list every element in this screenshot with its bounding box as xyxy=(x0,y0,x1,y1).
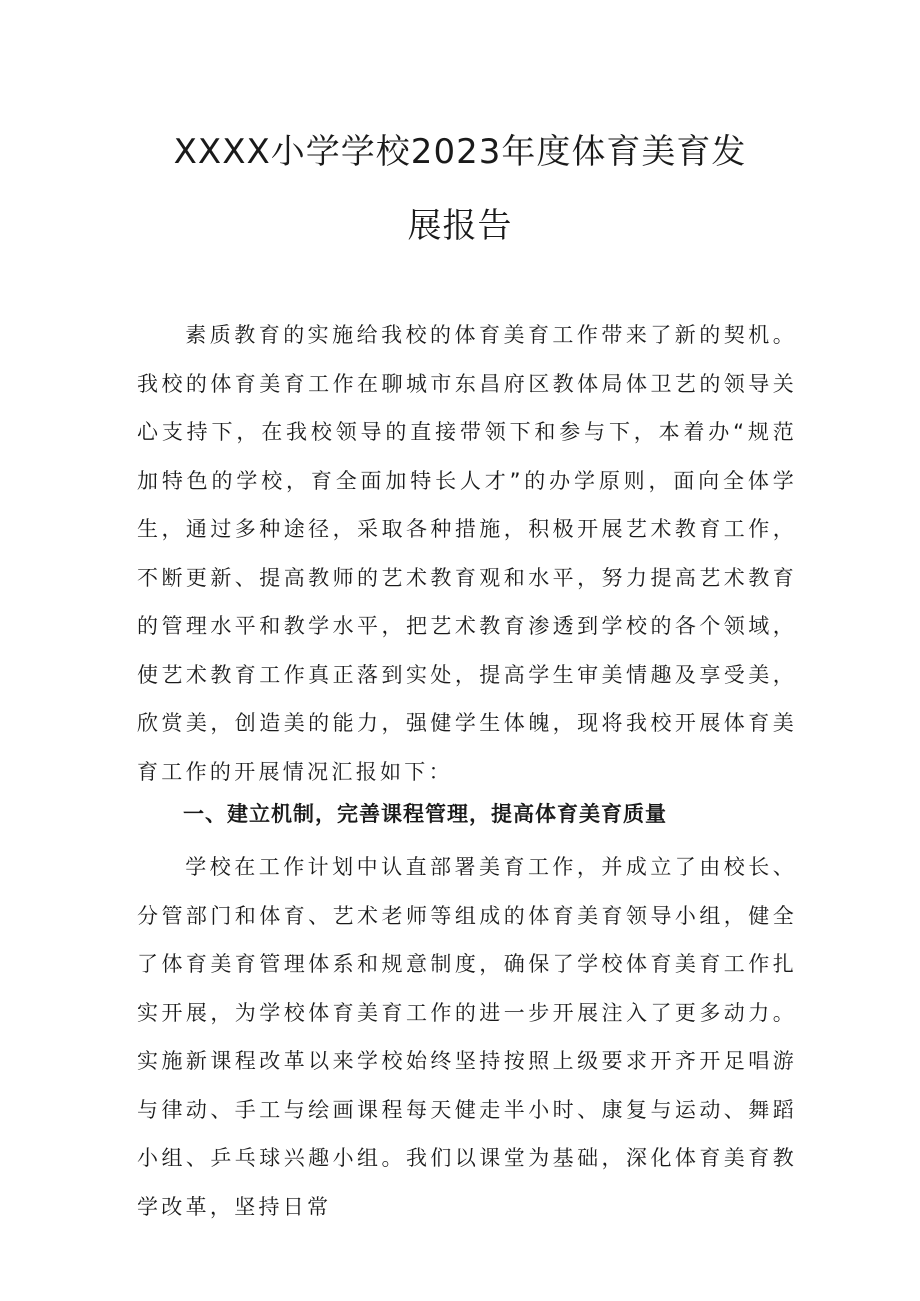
intro-paragraph: 素质教育的实施给我校的体育美育工作带来了新的契机。我校的体育美育工作在聊城市东昌府区教体局体卫艺的领导关心支持下，在我校领导的直接带领下和参与下，本着办“规范加特色的学校，育全面加特长人才”的办学原则，面向全体学生，通过多种途径，采取各种措施，积极开展艺术教育工作，不断更新、提高教师的艺术教育观和水平，努力提高艺术教育的管理水平和教学水平，把艺术教育渗透到学校的各个领域，使艺术教育工作真正落到实处，提高学生审美情趣及享受美，欣赏美，创造美的能力，强健学生体魄，现将我校开展体育美育工作的开展情况汇报如下： xyxy=(137,323,797,784)
document-title-line-2: 展报告 xyxy=(407,206,513,246)
section-1-paragraph: 学校在工作计划中认直部署美育工作，并成立了由校长、分管部门和体育、艺术老师等组成的体育美育领导小组，健全了体育美育管理体系和规意制度，确保了学校体育美育工作扎实开展，为学校体育美育工作的进一步开展注入了更多动力。实施新课程改革以来学校始终坚持按照上级要求开齐开足唱游与律动、手工与绘画课程每天健走半小时、康复与运动、舞蹈小组、乒乓球兴趣小组。我们以课堂为基础，深化体育美育教学改革，坚持日常 xyxy=(137,855,797,1219)
document-title-line-1: XXXX小学学校2023年度体育美育发 xyxy=(173,132,747,172)
section-heading-1: 一、建立机制，完善课程管理，提高体育美育质量 xyxy=(183,802,667,826)
